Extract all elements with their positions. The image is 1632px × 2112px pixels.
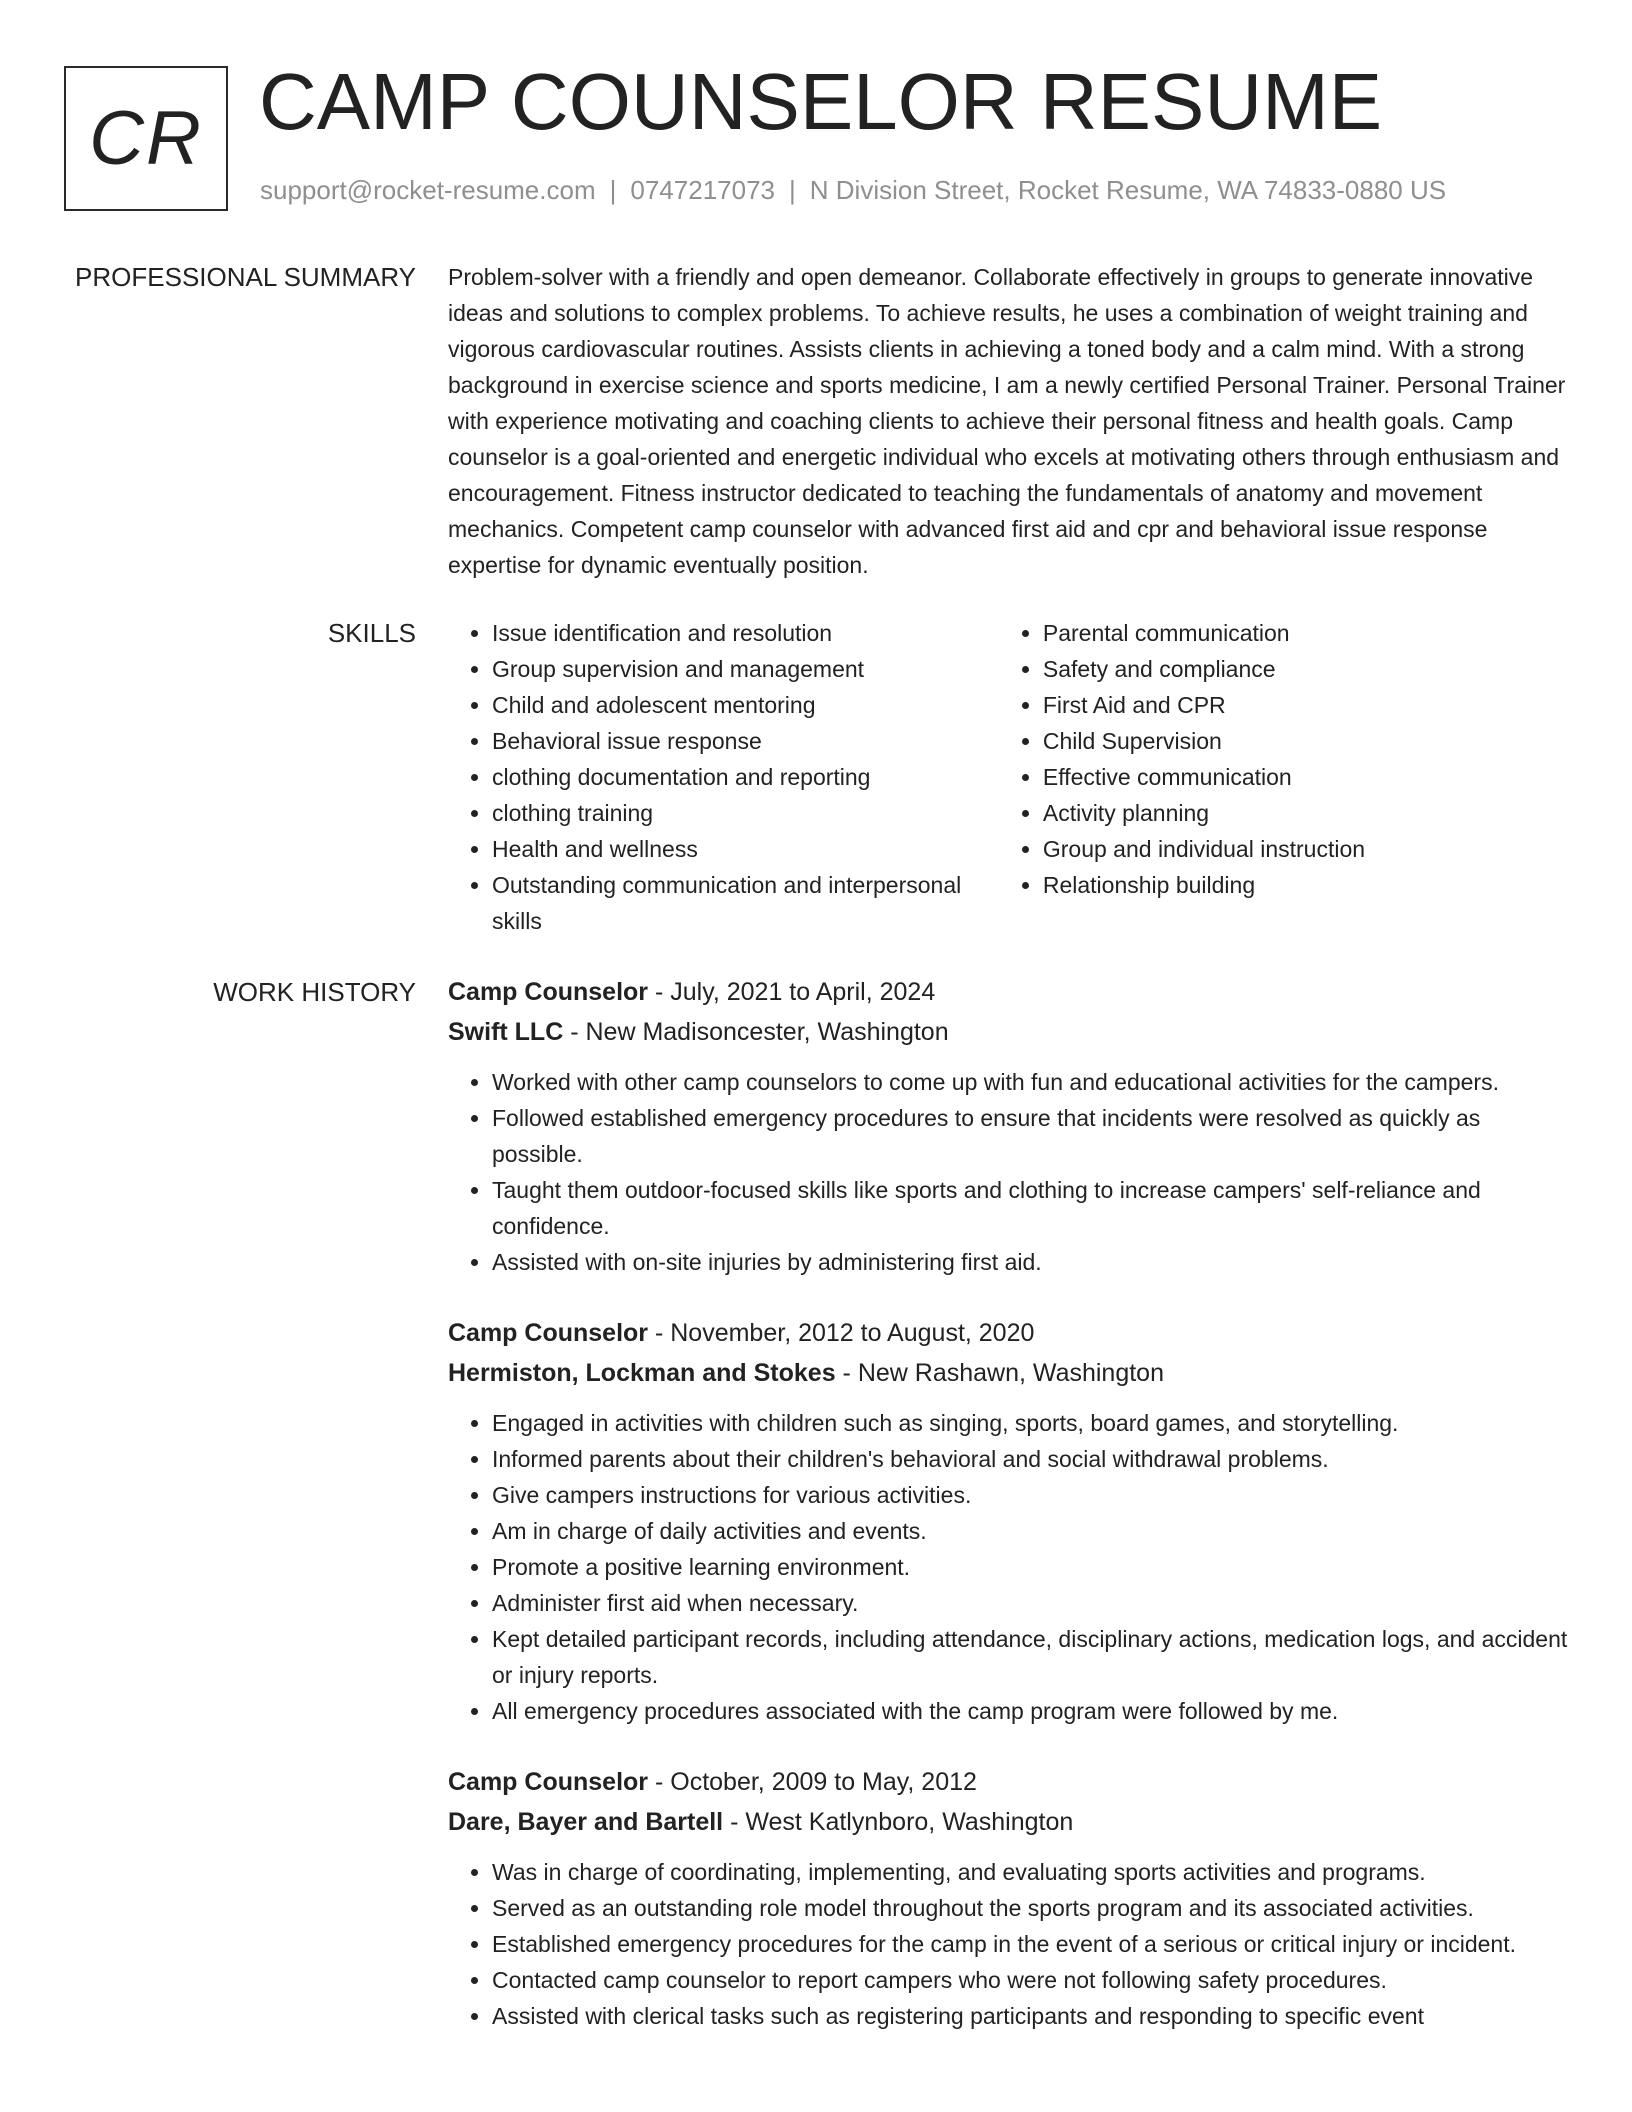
skill-item: • Relationship building bbox=[1043, 867, 1570, 903]
contact-phone[interactable]: 0747217073 bbox=[630, 175, 775, 205]
job-company-line bbox=[448, 1802, 1570, 1842]
monogram-badge bbox=[64, 66, 228, 211]
job-duty: • Assisted with clerical tasks such as registering participants and responding to specific event bbox=[492, 1998, 1570, 2034]
job-company: Hermiston, Lockman and Stokes bbox=[448, 1359, 836, 1387]
job-duties bbox=[448, 1064, 1570, 1280]
job-company: Dare, Bayer and Bartell bbox=[448, 1808, 724, 1836]
job-duty: • Was in charge of coordinating, implementing, and evaluating sports activities and programs. bbox=[492, 1854, 1570, 1890]
job-title: Camp Counselor bbox=[448, 1768, 649, 1796]
job-duty: • Am in charge of daily activities and events. bbox=[492, 1513, 1570, 1549]
job-duty: • Give campers instructions for various activities. bbox=[492, 1477, 1570, 1513]
skill-item: • Group supervision and management bbox=[492, 651, 999, 687]
job-duty: • Established emergency procedures for the camp in the event of a serious or critical injury or incident. bbox=[492, 1926, 1570, 1962]
summary-text: Problem-solver with a friendly and open demeanor. Collaborate effectively in groups to generate innovative ideas and solutions to complex problems. To achieve results, he uses a combination of weight training and vigorous cardiovascular routines. Assists clients in achieving a toned body and a calm mind. With a strong background in exercise science and sports medicine, I am a newly certified Personal Trainer. Personal Trainer with experience motivating and coaching clients to achieve their personal fitness and health goals. Camp counselor is a goal-oriented and energetic individual who excels at motivating others through enthusiasm and encouragement. Fitness instructor dedicated to teaching the fundamentals of anatomy and movement mechanics. Competent camp counselor with advanced first aid and cpr and behavioral issue response expertise for dynamic eventually position. bbox=[448, 264, 1566, 578]
skill-item: • Group and individual instruction bbox=[1043, 831, 1570, 867]
job-location: - New Rashawn, Washington bbox=[835, 1359, 1164, 1387]
job-duty: • All emergency procedures associated with the camp program were followed by me. bbox=[492, 1693, 1570, 1729]
job-dates: - July, 2021 to April, 2024 bbox=[648, 978, 936, 1006]
skills-section bbox=[448, 615, 1570, 939]
skills-grid bbox=[448, 615, 1570, 939]
job-company: Swift LLC bbox=[448, 1018, 564, 1046]
job-entry bbox=[448, 1762, 1570, 2034]
job-location: - West Katlynboro, Washington bbox=[723, 1808, 1074, 1836]
skill-item: • Child and adolescent mentoring bbox=[492, 687, 999, 723]
summary-heading: PROFESSIONAL SUMMARY bbox=[75, 262, 416, 292]
job-title-line bbox=[448, 1762, 1570, 1802]
skill-item: • Health and wellness bbox=[492, 831, 999, 867]
job-duty: • Served as an outstanding role model throughout the sports program and its associated activities. bbox=[492, 1890, 1570, 1926]
skill-item: • Parental communication bbox=[1043, 615, 1570, 651]
job-dates: - October, 2009 to May, 2012 bbox=[648, 1768, 977, 1796]
skill-item: • clothing training bbox=[492, 795, 999, 831]
job-duty: • Taught them outdoor-focused skills like sports and clothing to increase campers' self-reliance and confidence. bbox=[492, 1172, 1570, 1244]
work-history-section bbox=[448, 972, 1570, 2067]
job-duties bbox=[448, 1854, 1570, 2034]
skill-item: • Outstanding communication and interpersonal skills bbox=[492, 867, 999, 939]
monogram-text: CR bbox=[89, 96, 203, 181]
skill-item: • Behavioral issue response bbox=[492, 723, 999, 759]
job-entry bbox=[448, 972, 1570, 1280]
job-duty: • Promote a positive learning environment. bbox=[492, 1549, 1570, 1585]
job-title-line bbox=[448, 972, 1570, 1012]
job-title: Camp Counselor bbox=[448, 978, 649, 1006]
skill-item: • Safety and compliance bbox=[1043, 651, 1570, 687]
contact-email[interactable]: support@rocket-resume.com bbox=[260, 175, 596, 205]
skill-item: • Effective communication bbox=[1043, 759, 1570, 795]
job-company-line bbox=[448, 1012, 1570, 1052]
skill-item: • Child Supervision bbox=[1043, 723, 1570, 759]
job-duty: • Followed established emergency procedures to ensure that incidents were resolved as quickly as possible. bbox=[492, 1100, 1570, 1172]
skill-item: • First Aid and CPR bbox=[1043, 687, 1570, 723]
skills-list-left bbox=[448, 615, 999, 939]
job-title: Camp Counselor bbox=[448, 1319, 649, 1347]
skills-list-right bbox=[999, 615, 1570, 939]
contact-separator: | bbox=[789, 175, 796, 205]
job-duty: • Contacted camp counselor to report campers who were not following safety procedures. bbox=[492, 1962, 1570, 1998]
skill-item: • Activity planning bbox=[1043, 795, 1570, 831]
job-entry bbox=[448, 1313, 1570, 1729]
contact-separator: | bbox=[609, 175, 617, 205]
job-company-line bbox=[448, 1353, 1570, 1393]
job-duty: • Worked with other camp counselors to come up with fun and educational activities for the campers. bbox=[492, 1064, 1570, 1100]
job-duty: • Engaged in activities with children such as singing, sports, board games, and storytelling. bbox=[492, 1405, 1570, 1441]
job-duty: • Assisted with on-site injuries by administering first aid. bbox=[492, 1244, 1570, 1280]
job-title-line bbox=[448, 1313, 1570, 1353]
job-duty: • Informed parents about their children's behavioral and social withdrawal problems. bbox=[492, 1441, 1570, 1477]
skill-item: • Issue identification and resolution bbox=[492, 615, 999, 651]
job-location: - New Madisoncester, Washington bbox=[563, 1018, 949, 1046]
resume-title: CAMP COUNSELOR RESUME bbox=[259, 57, 1383, 146]
job-duty: • Kept detailed participant records, including attendance, disciplinary actions, medication logs, and accident or injury reports. bbox=[492, 1621, 1570, 1693]
skill-item: • clothing documentation and reporting bbox=[492, 759, 999, 795]
job-dates: - November, 2012 to August, 2020 bbox=[648, 1319, 1035, 1347]
work-history-heading: WORK HISTORY bbox=[213, 977, 416, 1007]
summary-section bbox=[448, 259, 1570, 583]
job-duty: • Administer first aid when necessary. bbox=[492, 1585, 1570, 1621]
job-duties bbox=[448, 1405, 1570, 1729]
contact-line bbox=[260, 172, 1446, 208]
contact-address: N Division Street, Rocket Resume, WA 74833-0880 US bbox=[809, 175, 1447, 205]
skills-heading: SKILLS bbox=[327, 618, 416, 648]
